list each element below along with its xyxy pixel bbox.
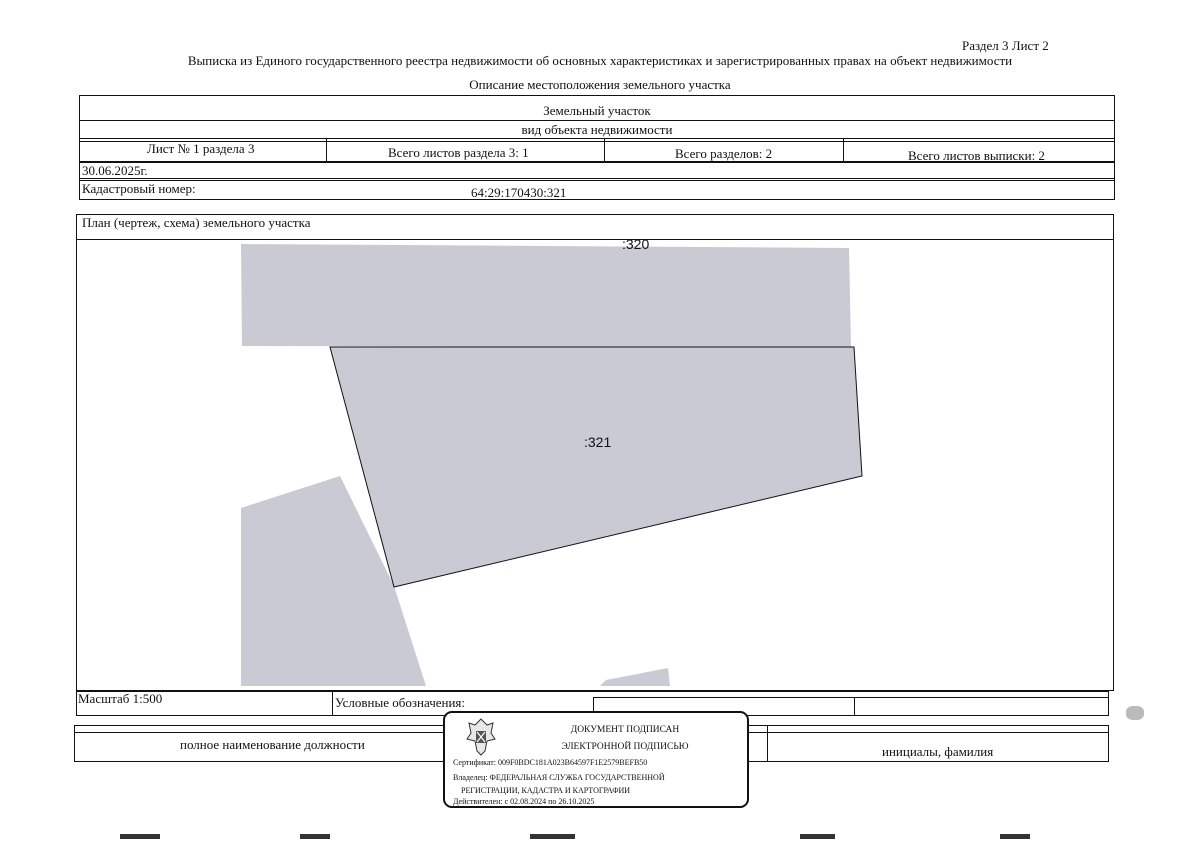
stamp-validity: Действителен: с 02.08.2024 по 26.10.2025 (453, 797, 595, 806)
parcel-321 (330, 347, 862, 587)
total-sections: Всего разделов: 2 (675, 146, 773, 161)
neighbor-label-320: :320 (622, 240, 650, 252)
total-section-sheets: Всего листов раздела 3: 1 (388, 145, 529, 160)
scan-edge-mark (530, 834, 575, 839)
stamp-owner-2: РЕГИСТРАЦИИ, КАДАСТРА И КАРТОГРАФИИ (461, 786, 631, 795)
neighbor-parcel-bottom (600, 668, 670, 686)
stamp-certificate: Сертификат: 009F0BDC181A023B64597F1E2579BEFB50 (453, 758, 648, 767)
object-type-value: Земельный участок (543, 103, 651, 118)
scan-smudge (1126, 706, 1144, 720)
cadastral-row (79, 178, 1115, 200)
position-caption: полное наименование должности (180, 737, 365, 752)
parcel-label-321: :321 (584, 434, 612, 450)
stamp-line-1: ДОКУМЕНТ ПОДПИСАН (570, 725, 680, 735)
scan-edge-mark (120, 834, 160, 839)
object-type-caption: вид объекта недвижимости (521, 122, 673, 137)
scale-label: Масштаб 1:500 (78, 691, 163, 706)
plan-drawing (76, 240, 1112, 688)
plan-title: План (чертеж, схема) земельного участка (82, 215, 311, 230)
scan-edge-mark (1000, 834, 1030, 839)
sheet-number: Лист № 1 раздела 3 (147, 141, 255, 156)
cadastral-number: 64:29:170430:321 (471, 185, 567, 200)
scan-edge-mark (800, 834, 835, 839)
name-caption: инициалы, фамилия (882, 744, 994, 759)
stamp-owner-1: Владелец: ФЕДЕРАЛЬНАЯ СЛУЖБА ГОСУДАРСТВЕННОЙ (453, 773, 665, 782)
emblem-icon (465, 717, 497, 757)
document-title: Выписка из Единого государственного реестра недвижимости об основных характеристиках и зарегистрированных правах на объект недвижимости (187, 53, 1013, 68)
scan-edge-mark (300, 834, 330, 839)
extract-date: 30.06.2025г. (82, 163, 148, 178)
legend-label: Условные обозначения: (335, 695, 466, 710)
document-subtitle: Описание местоположения земельного участка (469, 77, 731, 92)
total-extract-sheets: Всего листов выписки: 2 (908, 148, 1045, 163)
cadastral-label: Кадастровый номер: (82, 181, 196, 196)
neighbor-parcel-320 (241, 244, 851, 347)
signature-stamp (443, 711, 749, 808)
stamp-line-2: ЭЛЕКТРОННОЙ ПОДПИСЬЮ (561, 742, 689, 752)
section-sheet-label: Раздел 3 Лист 2 (962, 38, 1049, 53)
